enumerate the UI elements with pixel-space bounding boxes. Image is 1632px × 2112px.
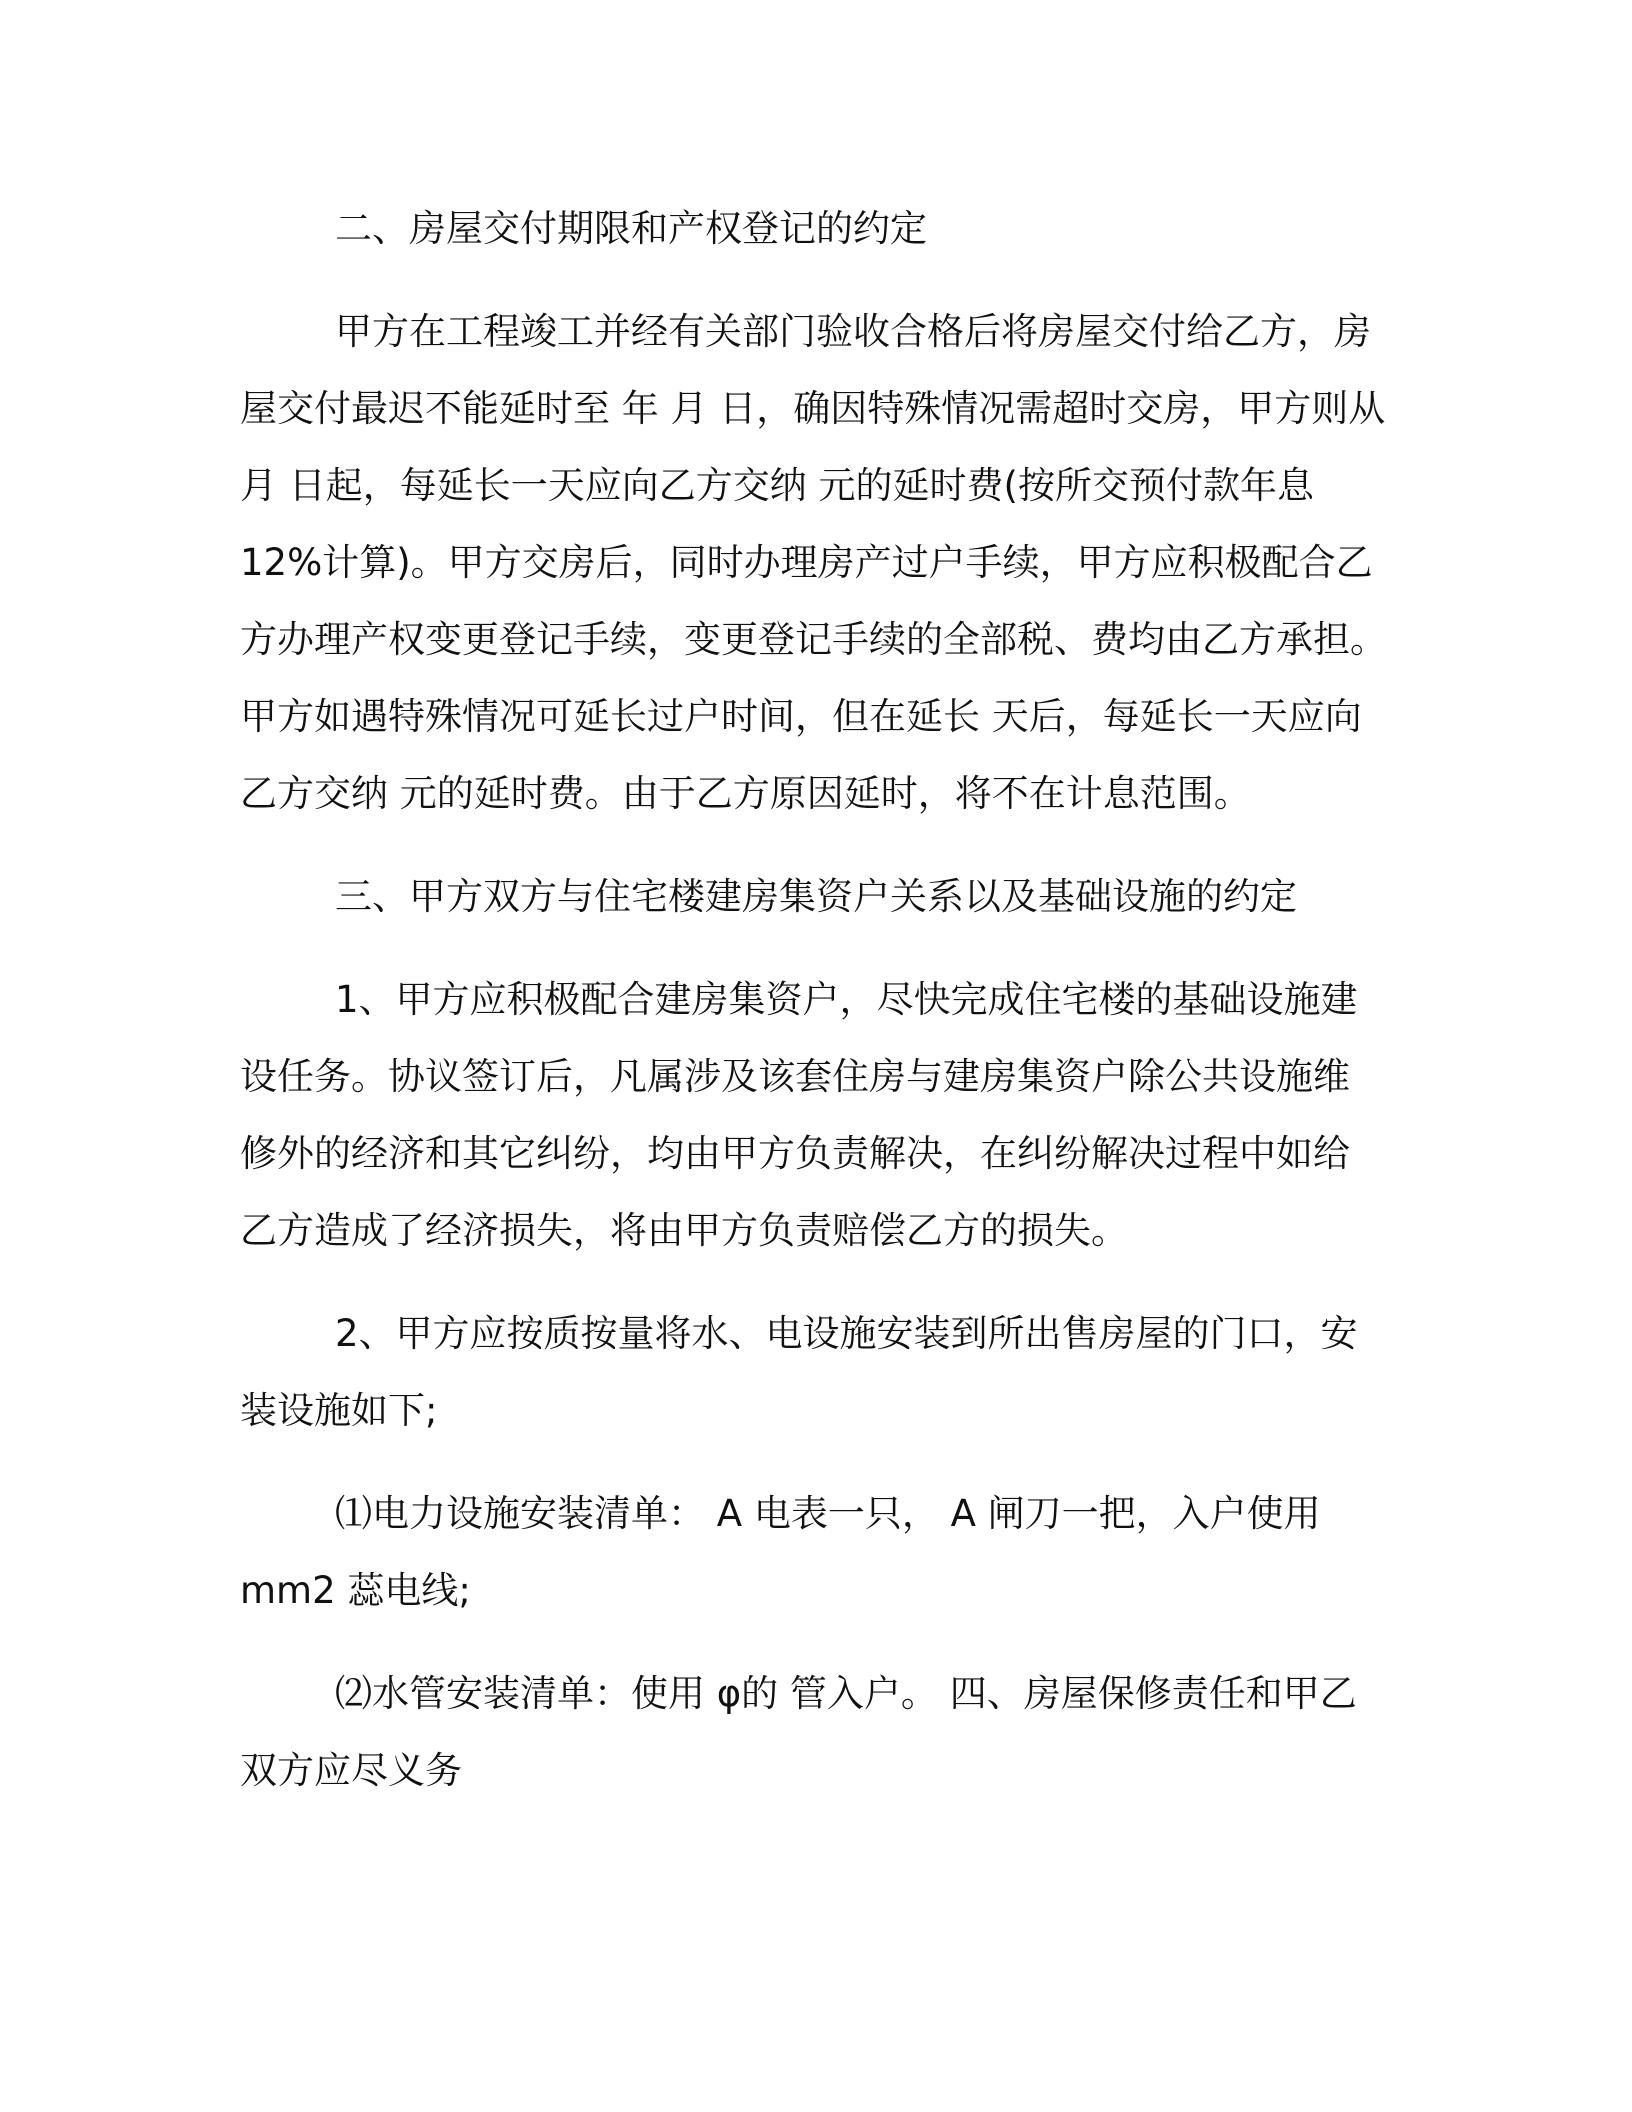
text-line: ⑵水管安装清单：使用 φ的 管入户。 四、房屋保修责任和甲乙: [335, 1672, 1357, 1715]
text-line: 2、甲方应按质按量将水、电设施安装到所出售房屋的门口，安: [335, 1312, 1358, 1355]
section-2-heading: 二、房屋交付期限和产权登记的约定: [335, 207, 927, 250]
section-2-body: [240, 293, 1390, 832]
text-line: 设任务。协议签订后，凡属涉及该套住房与建房集资户除公共设施维: [240, 1055, 1350, 1098]
item-2-2-paragraph: [240, 1655, 1390, 1809]
text-line: 屋交付最迟不能延时至 年 月 日，确因特殊情况需超时交房，甲方则从: [240, 387, 1386, 430]
item-2-1-paragraph: [240, 1475, 1390, 1629]
item-2-paragraph: [240, 1295, 1390, 1449]
section-3-heading: 三、甲方双方与住宅楼建房集资户关系以及基础设施的约定: [335, 875, 1297, 918]
text-line: ⑴电力设施安装清单： A 电表一只， A 闸刀一把，入户使用: [335, 1492, 1321, 1535]
text-line: 乙方造成了经济损失，将由甲方负责赔偿乙方的损失。: [240, 1209, 1128, 1252]
text-line: 甲方如遇特殊情况可延长过户时间，但在延长 天后，每延长一天应向: [240, 695, 1362, 738]
text-line: 装设施如下;: [240, 1389, 438, 1432]
text-line: 方办理产权变更登记手续，变更登记手续的全部税、费均由乙方承担。: [240, 618, 1387, 661]
text-line: 1、甲方应积极配合建房集资户，尽快完成住宅楼的基础设施建: [335, 978, 1358, 1021]
text-line: 双方应尽义务: [240, 1749, 462, 1792]
text-line: 甲方在工程竣工并经有关部门验收合格后将房屋交付给乙方，房: [335, 310, 1371, 353]
text-line: mm2 蕊电线;: [240, 1569, 471, 1612]
item-1-paragraph: [240, 961, 1390, 1269]
document-page: [240, 190, 1390, 1809]
text-line: 修外的经济和其它纠纷，均由甲方负责解决，在纠纷解决过程中如给: [240, 1132, 1350, 1175]
text-line: 月 日起，每延长一天应向乙方交纳 元的延时费(按所交预付款年息: [240, 464, 1314, 507]
text-line: 12%计算)。甲方交房后，同时办理房产过户手续，甲方应积极配合乙: [240, 541, 1373, 584]
text-line: 乙方交纳 元的延时费。由于乙方原因延时，将不在计息范围。: [240, 772, 1251, 815]
